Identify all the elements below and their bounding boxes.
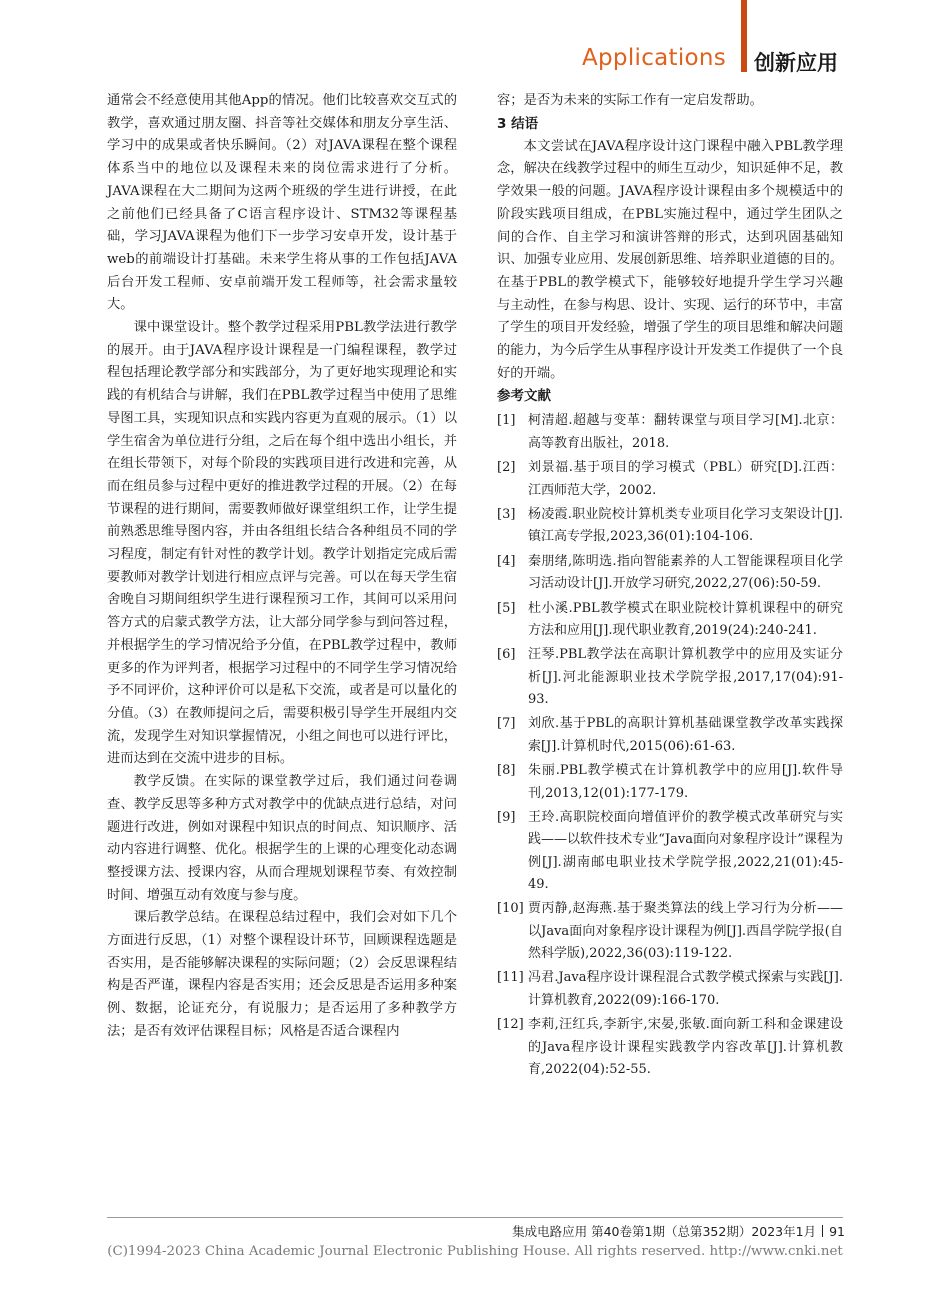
reference-item	[497, 713, 843, 758]
reference-text: 王玲.高职院校面向增值评价的教学模式改革研究与实践——以软件技术专业“Java面向对象程序设计”课程为例[J].湖南邮电职业技术学院学报,2022,21(01):45-49.	[528, 809, 843, 892]
reference-list	[497, 410, 843, 1081]
section-title-cn: 创新应用	[754, 51, 838, 75]
reference-number: [3]	[497, 507, 516, 522]
footer-separator	[822, 1225, 823, 1237]
journal-info: 集成电路应用 第40卷第1期（总第352期）2023年1月	[512, 1224, 817, 1239]
reference-item	[497, 457, 843, 502]
reference-item	[497, 760, 843, 805]
body-paragraph-continuation: 容；是否为未来的实际工作有一定启发帮助。	[497, 93, 763, 108]
reference-text: 杜小溪.PBL教学模式在职业院校计算机课程中的研究方法和应用[J].现代职业教育,2019(24):240-241.	[528, 600, 843, 638]
body-paragraph: 课后教学总结。在课程总结过程中，我们会对如下几个方面进行反思，（1）对整个课程设计环节，回顾课程选题是否实用，是否能够解决课程的实际问题；（2）会反思课程结构是否严谨，课程内容是否实用；还会反思是否运用多种案例、数据，论证充分，有说服力；是否运用了多种教学方法；是否有效评估课程目标；风格是否适合课程内	[107, 910, 457, 1039]
reference-item	[497, 551, 843, 596]
reference-number: [8]	[497, 763, 516, 779]
reference-number: [7]	[497, 716, 516, 732]
reference-item	[497, 1014, 843, 1081]
reference-text: 李莉,汪红兵,李新宇,宋晏,张敏.面向新工科和金课建设的Java程序设计课程实践教学内容改革[J].计算机教育,2022(04):52-55.	[528, 1017, 843, 1077]
reference-item	[497, 410, 843, 455]
reference-number: [10]	[497, 901, 524, 917]
reference-text: 贾丙静,赵海燕.基于聚类算法的线上学习行为分析——以Java面向对象程序设计课程为例[J].西昌学院学报(自然科学版),2022,36(03):119-122.	[528, 901, 843, 961]
reference-number: [4]	[497, 553, 516, 569]
reference-text: 秦朋绪,陈明选.指向智能素养的人工智能课程项目化学习活动设计[J].开放学习研究,2022,27(06):50-59.	[528, 553, 843, 592]
reference-number: [5]	[497, 600, 516, 616]
references-heading: 参考文献	[497, 388, 551, 405]
header-accent-bar	[741, 0, 747, 72]
reference-number: [12]	[497, 1017, 524, 1033]
right-column	[497, 90, 843, 1083]
reference-number: [9]	[497, 809, 516, 825]
reference-item	[497, 644, 843, 711]
reference-number: [2]	[497, 460, 516, 476]
body-paragraph: 课中课堂设计。整个教学过程采用PBL教学法进行教学的展开。由于JAVA程序设计课程是一门编程课程，教学过程包括理论教学部分和实践部分，为了更好地实现理论和实践的有机结合与讲解，我们在PBL教学过程当中使用了思维导图工具，实现知识点和实践内容更为直观的展示。（1）以学生宿舍为单位进行分组，之后在每个组中选出小组长，并在组长带领下，对每个阶段的实践项目进行改进和完善，从而在组员参与过程中更好的推进教学过程的开展。（2）在每节课程的进行期间，需要教师做好课堂组织工作，让学生提前熟悉思维导图内容，并由各组组长结合各种组员不同的学习程度，制定有针对性的教学计划。教学计划指定完成后需要教师对教学计划进行相应点评与完善。可以在每天学生宿舍晚自习期间组织学生进行课程预习工作，其间可以采用问答方式的启蒙式教学方法，让大部分同学参与到问答过程，并根据学生的学习情况给予分值，在PBL教学过程中，教师更多的作为评判者，根据学习过程中的不同学生学习情况给予不同评价，这种评价可以是私下交流，或者是可以量化的分值。（3）在教师提问之后，需要积极引导学生开展组内交流，发现学生对知识掌握情况，小组之间也可以进行评比，进而达到在交流中进步的目标。	[107, 320, 457, 767]
reference-item	[497, 967, 843, 1012]
reference-text: 冯君.Java程序设计课程混合式教学模式探索与实践[J].计算机教育,2022(09):166-170.	[528, 970, 843, 1008]
reference-number: [6]	[497, 647, 516, 663]
reference-text: 朱丽.PBL教学模式在计算机教学中的应用[J].软件导刊,2013,12(01):177-179.	[528, 763, 843, 801]
reference-number: [11]	[497, 970, 524, 986]
copyright-notice: (C)1994-2023 China Academic Journal Electronic Publishing House. All rights reserved. http://www.cnki.net	[107, 1244, 843, 1259]
reference-item	[497, 598, 843, 643]
section-title-en: Applications	[582, 45, 727, 71]
reference-text: 柯清超.超越与变革：翻转课堂与项目学习[M].北京：高等教育出版社，2018.	[528, 413, 843, 451]
conclusion-paragraph: 本文尝试在JAVA程序设计这门课程中融入PBL教学理念，解决在线教学过程中的师生互动少，知识延伸不足，教学效果一般的问题。JAVA程序设计课程由多个规模适中的阶段实践项目组成，在PBL实施过程中，通过学生团队之间的合作、自主学习和演讲答辩的形式，达到巩固基础知识、加强专业应用、发展创新思维、培养职业道德的目的。在基于PBL的教学模式下，能够较好地提升学生学习兴趣与主动性，在参与构思、设计、实现、运行的环节中，丰富了学生的项目开发经验，增强了学生的项目思维和解决问题的能力，为今后学生从事程序设计开发类工作提供了一个良好的开端。	[497, 138, 843, 381]
reference-text: 刘欣.基于PBL的高职计算机基础课堂教学改革实践探索[J].计算机时代,2015(06):61-63.	[528, 716, 843, 754]
page-footer	[512, 1222, 845, 1240]
reference-text: 杨凌霞.职业院校计算机类专业项目化学习支架设计[J].镇江高专学报,2023,36(01):104-106.	[528, 507, 843, 545]
reference-text: 汪琴.PBL教学法在高职计算机教学中的应用及实证分析[J].河北能源职业技术学院学报,2017,17(04):91-93.	[528, 647, 843, 707]
reference-number: [1]	[497, 413, 516, 429]
body-paragraph: 通常会不经意使用其他App的情况。他们比较喜欢交互式的教学，喜欢通过朋友圈、抖音等社交媒体和朋友分享生活、学习中的成果或者快乐瞬间。（2）对JAVA课程在整个课程体系当中的地位以及课程未来的岗位需求进行了分析。JAVA课程在大二期间为这两个班级的学生进行讲授，在此之前他们已经具备了C语言程序设计、STM32等课程基础，学习JAVA课程为他们下一步学习安卓开发，设计基于web的前端设计打基础。未来学生将从事的工作包括JAVA后台开发工程师、安卓前端开发工程师等，社会需求量较大。	[107, 93, 457, 313]
body-paragraph: 教学反馈。在实际的课堂教学过后，我们通过问卷调查、教学反思等多种方式对教学中的优缺点进行总结，对问题进行改进，例如对课程中知识点的时间点、知识顺序、活动内容进行调整、优化。根据学生的上课的心理变化动态调整授课方法、授课内容，从而合理规划课程节奏、有效控制时间、增强互动有效度与参与度。	[107, 774, 457, 903]
reference-item	[497, 898, 843, 965]
left-column	[107, 90, 457, 1044]
section-heading-conclusion: 3 结语	[497, 115, 539, 132]
page-number: 91	[829, 1224, 845, 1239]
reference-item	[497, 807, 843, 896]
reference-text: 刘景福.基于项目的学习模式（PBL）研究[D].江西：江西师范大学，2002.	[528, 460, 843, 498]
reference-item	[497, 504, 843, 549]
footer-divider	[107, 1217, 843, 1218]
